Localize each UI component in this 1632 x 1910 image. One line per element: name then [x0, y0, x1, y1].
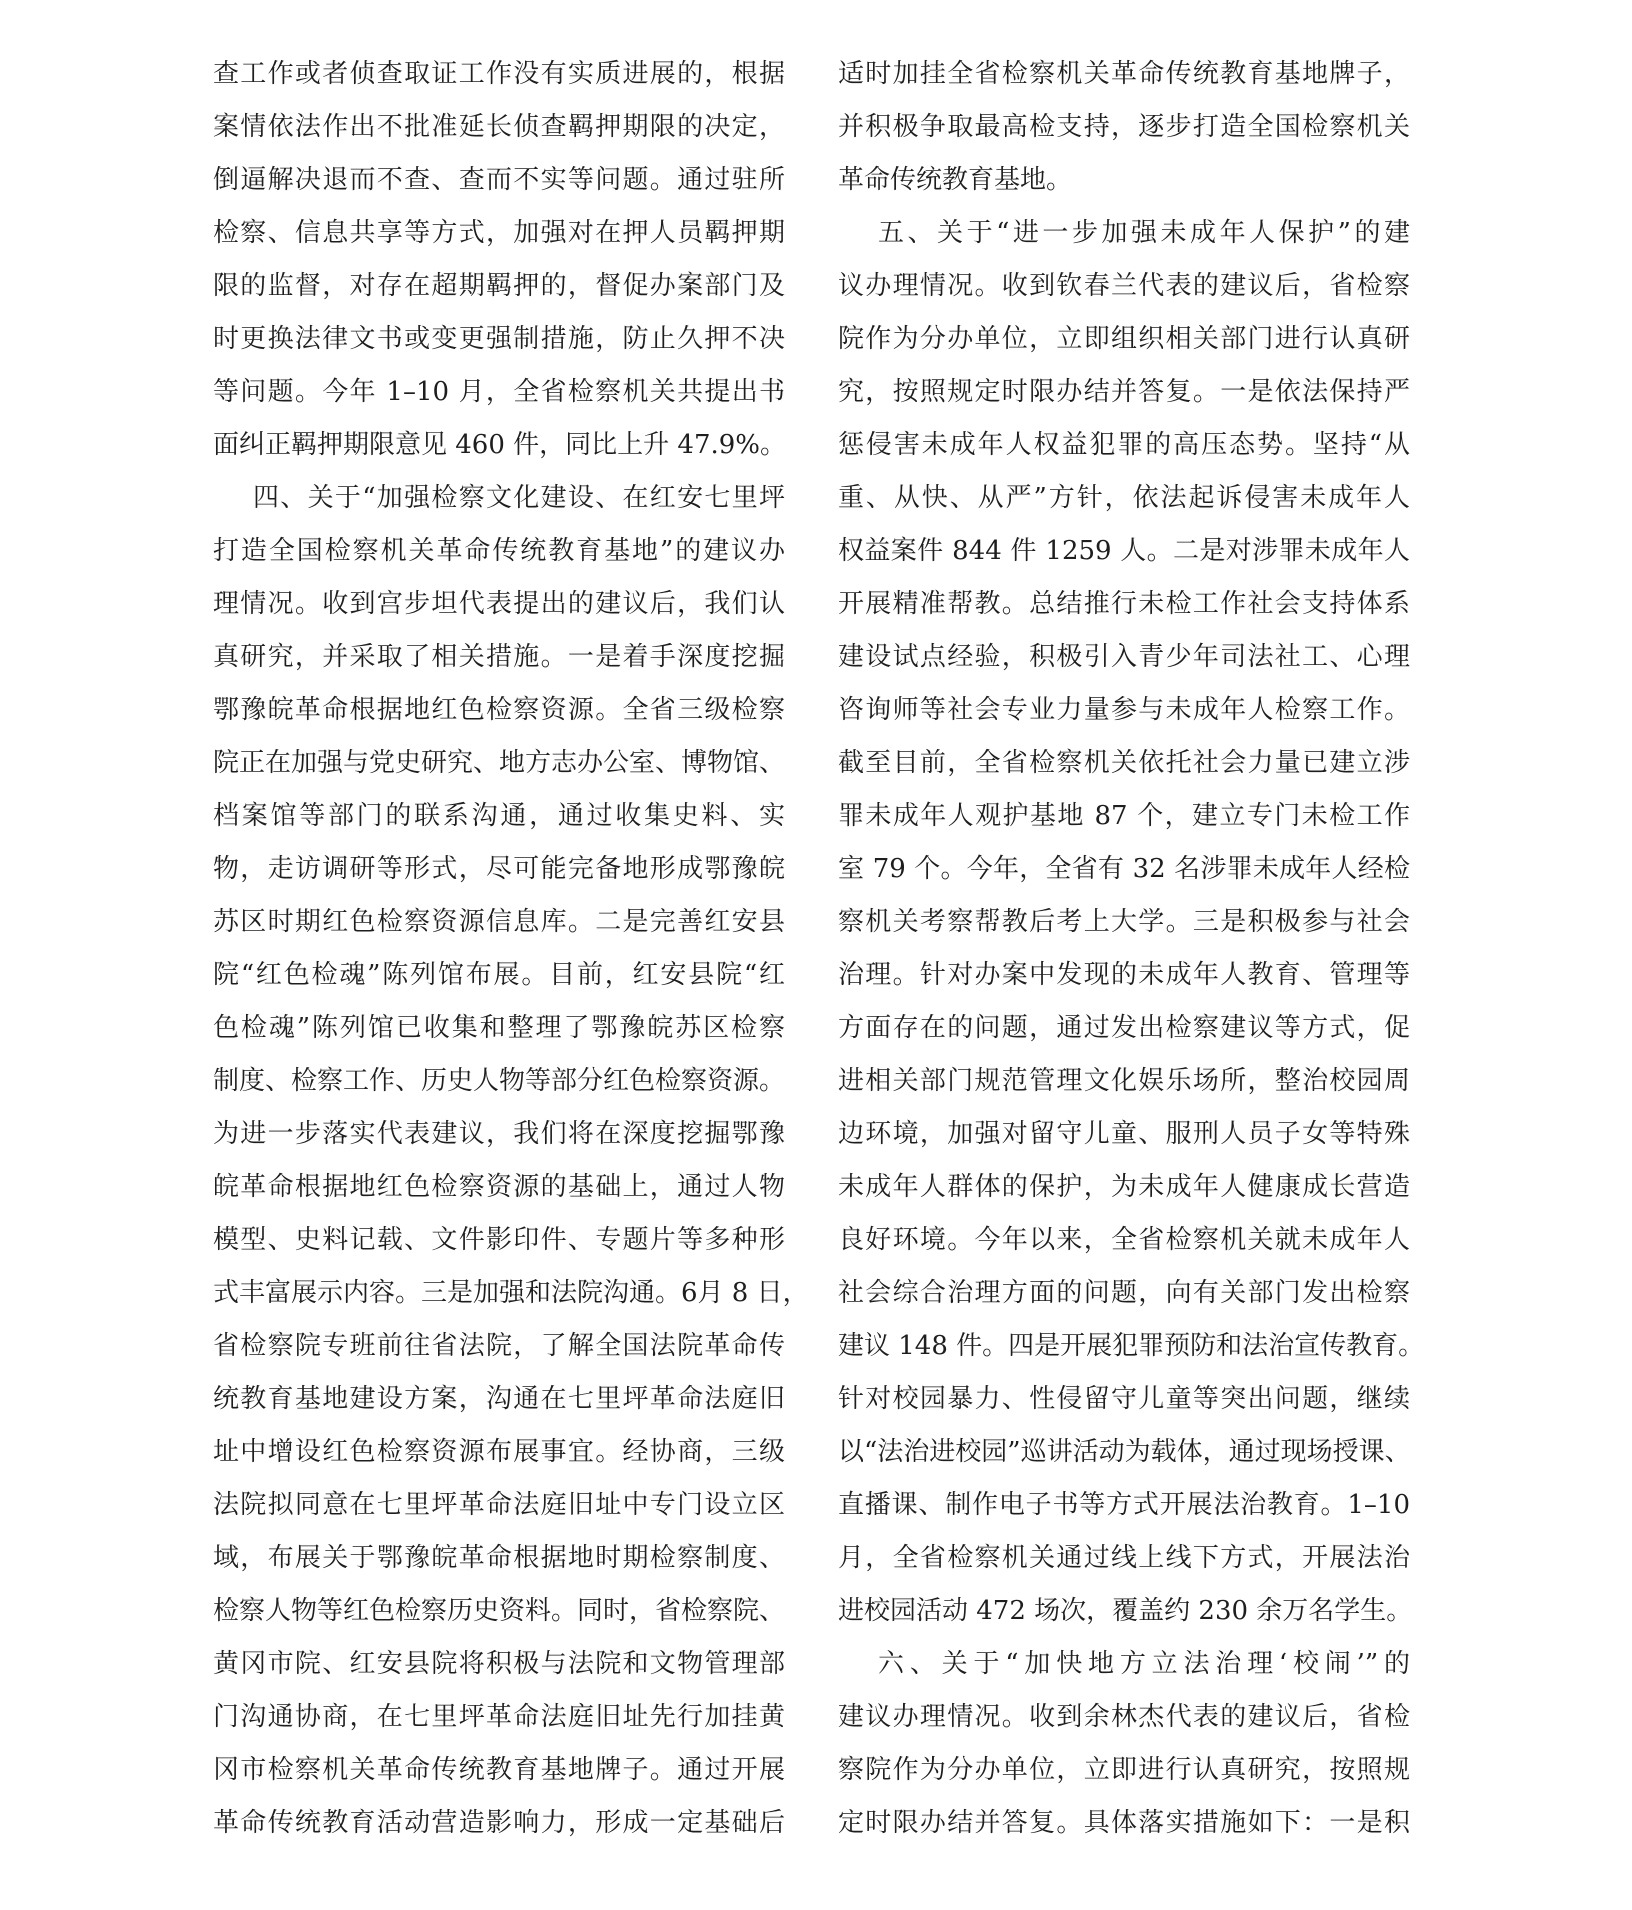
right-column-text-line: 进相关部门规范管理文化娱乐场所，整治校园周	[838, 1066, 1410, 1096]
right-column-text-line: 进校园活动 472 场次，覆盖约 230 余万名学生。	[838, 1596, 1413, 1626]
left-column-text-line: 理情况。收到宫步坦代表提出的建议后，我们认	[213, 589, 785, 619]
left-column-text-line: 真研究，并采取了相关措施。一是着手深度挖掘	[213, 642, 785, 672]
left-column-text-line: 式丰富展示内容。三是加强和法院沟通。6月 8 日，	[213, 1278, 809, 1308]
left-column-text-line: 鄂豫皖革命根据地红色检察资源。全省三级检察	[213, 695, 785, 725]
right-column-text-line: 建设试点经验，积极引入青少年司法社工、心理	[838, 642, 1410, 672]
left-column-text-line: 档案馆等部门的联系沟通，通过收集史料、实	[213, 801, 785, 831]
left-column-text-line: 检察人物等红色检察历史资料。同时，省检察院、	[213, 1596, 786, 1626]
right-column-text-line: 以“法治进校园”巡讲活动为载体，通过现场授课、	[838, 1437, 1411, 1467]
right-column-text-line: 咨询师等社会专业力量参与未成年人检察工作。	[838, 695, 1410, 725]
left-column-text-line: 倒逼解决退而不查、查而不实等问题。通过驻所	[213, 165, 785, 195]
right-column-text-line: 治理。针对办案中发现的未成年人教育、管理等	[838, 960, 1410, 990]
left-column-text-line: 院正在加强与党史研究、地方志办公室、博物馆、	[213, 748, 786, 778]
right-column-text-line: 针对校园暴力、性侵留守儿童等突出问题，继续	[838, 1384, 1410, 1414]
right-column-text-line: 截至目前，全省检察机关依托社会力量已建立涉	[838, 748, 1410, 778]
left-column-text-line: 物，走访调研等形式，尽可能完备地形成鄂豫皖	[213, 854, 785, 884]
right-column-text-line: 五、关于“进一步加强未成年人保护”的建	[878, 218, 1410, 248]
left-column-text-line: 域，布展关于鄂豫皖革命根据地时期检察制度、	[213, 1543, 785, 1573]
right-column-text-line: 察机关考察帮教后考上大学。三是积极参与社会	[838, 907, 1410, 937]
left-column-text-line: 皖革命根据地红色检察资源的基础上，通过人物	[213, 1172, 785, 1202]
left-column-text-line: 为进一步落实代表建议，我们将在深度挖掘鄂豫	[213, 1119, 785, 1149]
left-column-text-line: 四、关于“加强检察文化建设、在红安七里坪	[253, 483, 785, 513]
left-column-text-line: 法院拟同意在七里坪革命法庭旧址中专门设立区	[213, 1490, 785, 1520]
left-column-text-line: 案情依法作出不批准延长侦查羁押期限的决定，	[213, 112, 785, 142]
left-column-text-line: 制度、检察工作、历史人物等部分红色检察资源。	[213, 1066, 786, 1096]
left-column-text-line: 统教育基地建设方案，沟通在七里坪革命法庭旧	[213, 1384, 785, 1414]
left-column-text-line: 院“红色检魂”陈列馆布展。目前，红安县院“红	[213, 960, 785, 990]
right-column-text-line: 罪未成年人观护基地 87 个，建立专门未检工作	[838, 801, 1410, 831]
right-column-text-line: 方面存在的问题，通过发出检察建议等方式，促	[838, 1013, 1410, 1043]
left-column-text-line: 模型、史料记载、文件影印件、专题片等多种形	[213, 1225, 785, 1255]
right-column-text-line: 良好环境。今年以来，全省检察机关就未成年人	[838, 1225, 1410, 1255]
right-text-column	[838, 48, 1425, 1850]
left-column-text-line: 革命传统教育活动营造影响力，形成一定基础后	[213, 1808, 785, 1838]
left-column-text-line: 冈市检察机关革命传统教育基地牌子。通过开展	[213, 1755, 785, 1785]
right-column-text-line: 社会综合治理方面的问题，向有关部门发出检察	[838, 1278, 1410, 1308]
right-column-text-line: 究，按照规定时限办结并答复。一是依法保持严	[838, 377, 1410, 407]
left-column-text-line: 时更换法律文书或变更强制措施，防止久押不决	[213, 324, 785, 354]
left-column-text-line: 门沟通协商，在七里坪革命法庭旧址先行加挂黄	[213, 1702, 785, 1732]
right-column-text-line: 革命传统教育基地。	[838, 165, 1073, 195]
left-column-text-line: 等问题。今年 1–10 月，全省检察机关共提出书	[213, 377, 785, 407]
right-column-text-line: 定时限办结并答复。具体落实措施如下：一是积	[838, 1808, 1410, 1838]
right-column-text-line: 院作为分办单位，立即组织相关部门进行认真研	[838, 324, 1410, 354]
right-column-text-line: 六、关于“加快地方立法治理‘校闹’”的	[878, 1649, 1410, 1679]
left-text-column	[213, 48, 809, 1850]
right-column-text-line: 室 79 个。今年，全省有 32 名涉罪未成年人经检	[838, 854, 1410, 884]
left-column-text-line: 省检察院专班前往省法院，了解全国法院革命传	[213, 1331, 785, 1361]
left-column-text-line: 黄冈市院、红安县院将积极与法院和文物管理部	[213, 1649, 785, 1679]
left-column-text-line: 打造全国检察机关革命传统教育基地”的建议办	[213, 536, 785, 566]
left-column-text-line: 址中增设红色检察资源布展事宜。经协商，三级	[213, 1437, 785, 1467]
left-column-text-line: 色检魂”陈列馆已收集和整理了鄂豫皖苏区检察	[213, 1013, 785, 1043]
right-column-text-line: 边环境，加强对留守儿童、服刑人员子女等特殊	[838, 1119, 1410, 1149]
right-column-text-line: 察院作为分办单位，立即进行认真研究，按照规	[838, 1755, 1410, 1785]
right-column-text-line: 建议办理情况。收到余林杰代表的建议后，省检	[838, 1702, 1410, 1732]
right-column-text-line: 适时加挂全省检察机关革命传统教育基地牌子，	[838, 59, 1410, 89]
right-column-text-line: 并积极争取最高检支持，逐步打造全国检察机关	[838, 112, 1410, 142]
right-column-text-line: 月，全省检察机关通过线上线下方式，开展法治	[838, 1543, 1410, 1573]
left-column-text-line: 检察、信息共享等方式，加强对在押人员羁押期	[213, 218, 785, 248]
right-column-text-line: 建议 148 件。四是开展犯罪预防和法治宣传教育。	[838, 1331, 1425, 1361]
right-column-text-line: 权益案件 844 件 1259 人。二是对涉罪未成年人	[838, 536, 1410, 566]
right-column-text-line: 开展精准帮教。总结推行未检工作社会支持体系	[838, 589, 1410, 619]
left-column-text-line: 苏区时期红色检察资源信息库。二是完善红安县	[213, 907, 785, 937]
left-column-text-line: 限的监督，对存在超期羁押的，督促办案部门及	[213, 271, 785, 301]
right-column-text-line: 未成年人群体的保护，为未成年人健康成长营造	[838, 1172, 1410, 1202]
right-column-text-line: 议办理情况。收到钦春兰代表的建议后，省检察	[838, 271, 1410, 301]
right-column-text-line: 惩侵害未成年人权益犯罪的高压态势。坚持“从	[838, 430, 1410, 460]
right-column-text-line: 直播课、制作电子书等方式开展法治教育。1–10	[838, 1490, 1410, 1520]
left-column-text-line: 查工作或者侦查取证工作没有实质进展的，根据	[213, 59, 785, 89]
right-column-text-line: 重、从快、从严”方针，依法起诉侵害未成年人	[838, 483, 1410, 513]
left-column-text-line: 面纠正羁押期限意见 460 件，同比上升 47.9%。	[213, 430, 787, 460]
